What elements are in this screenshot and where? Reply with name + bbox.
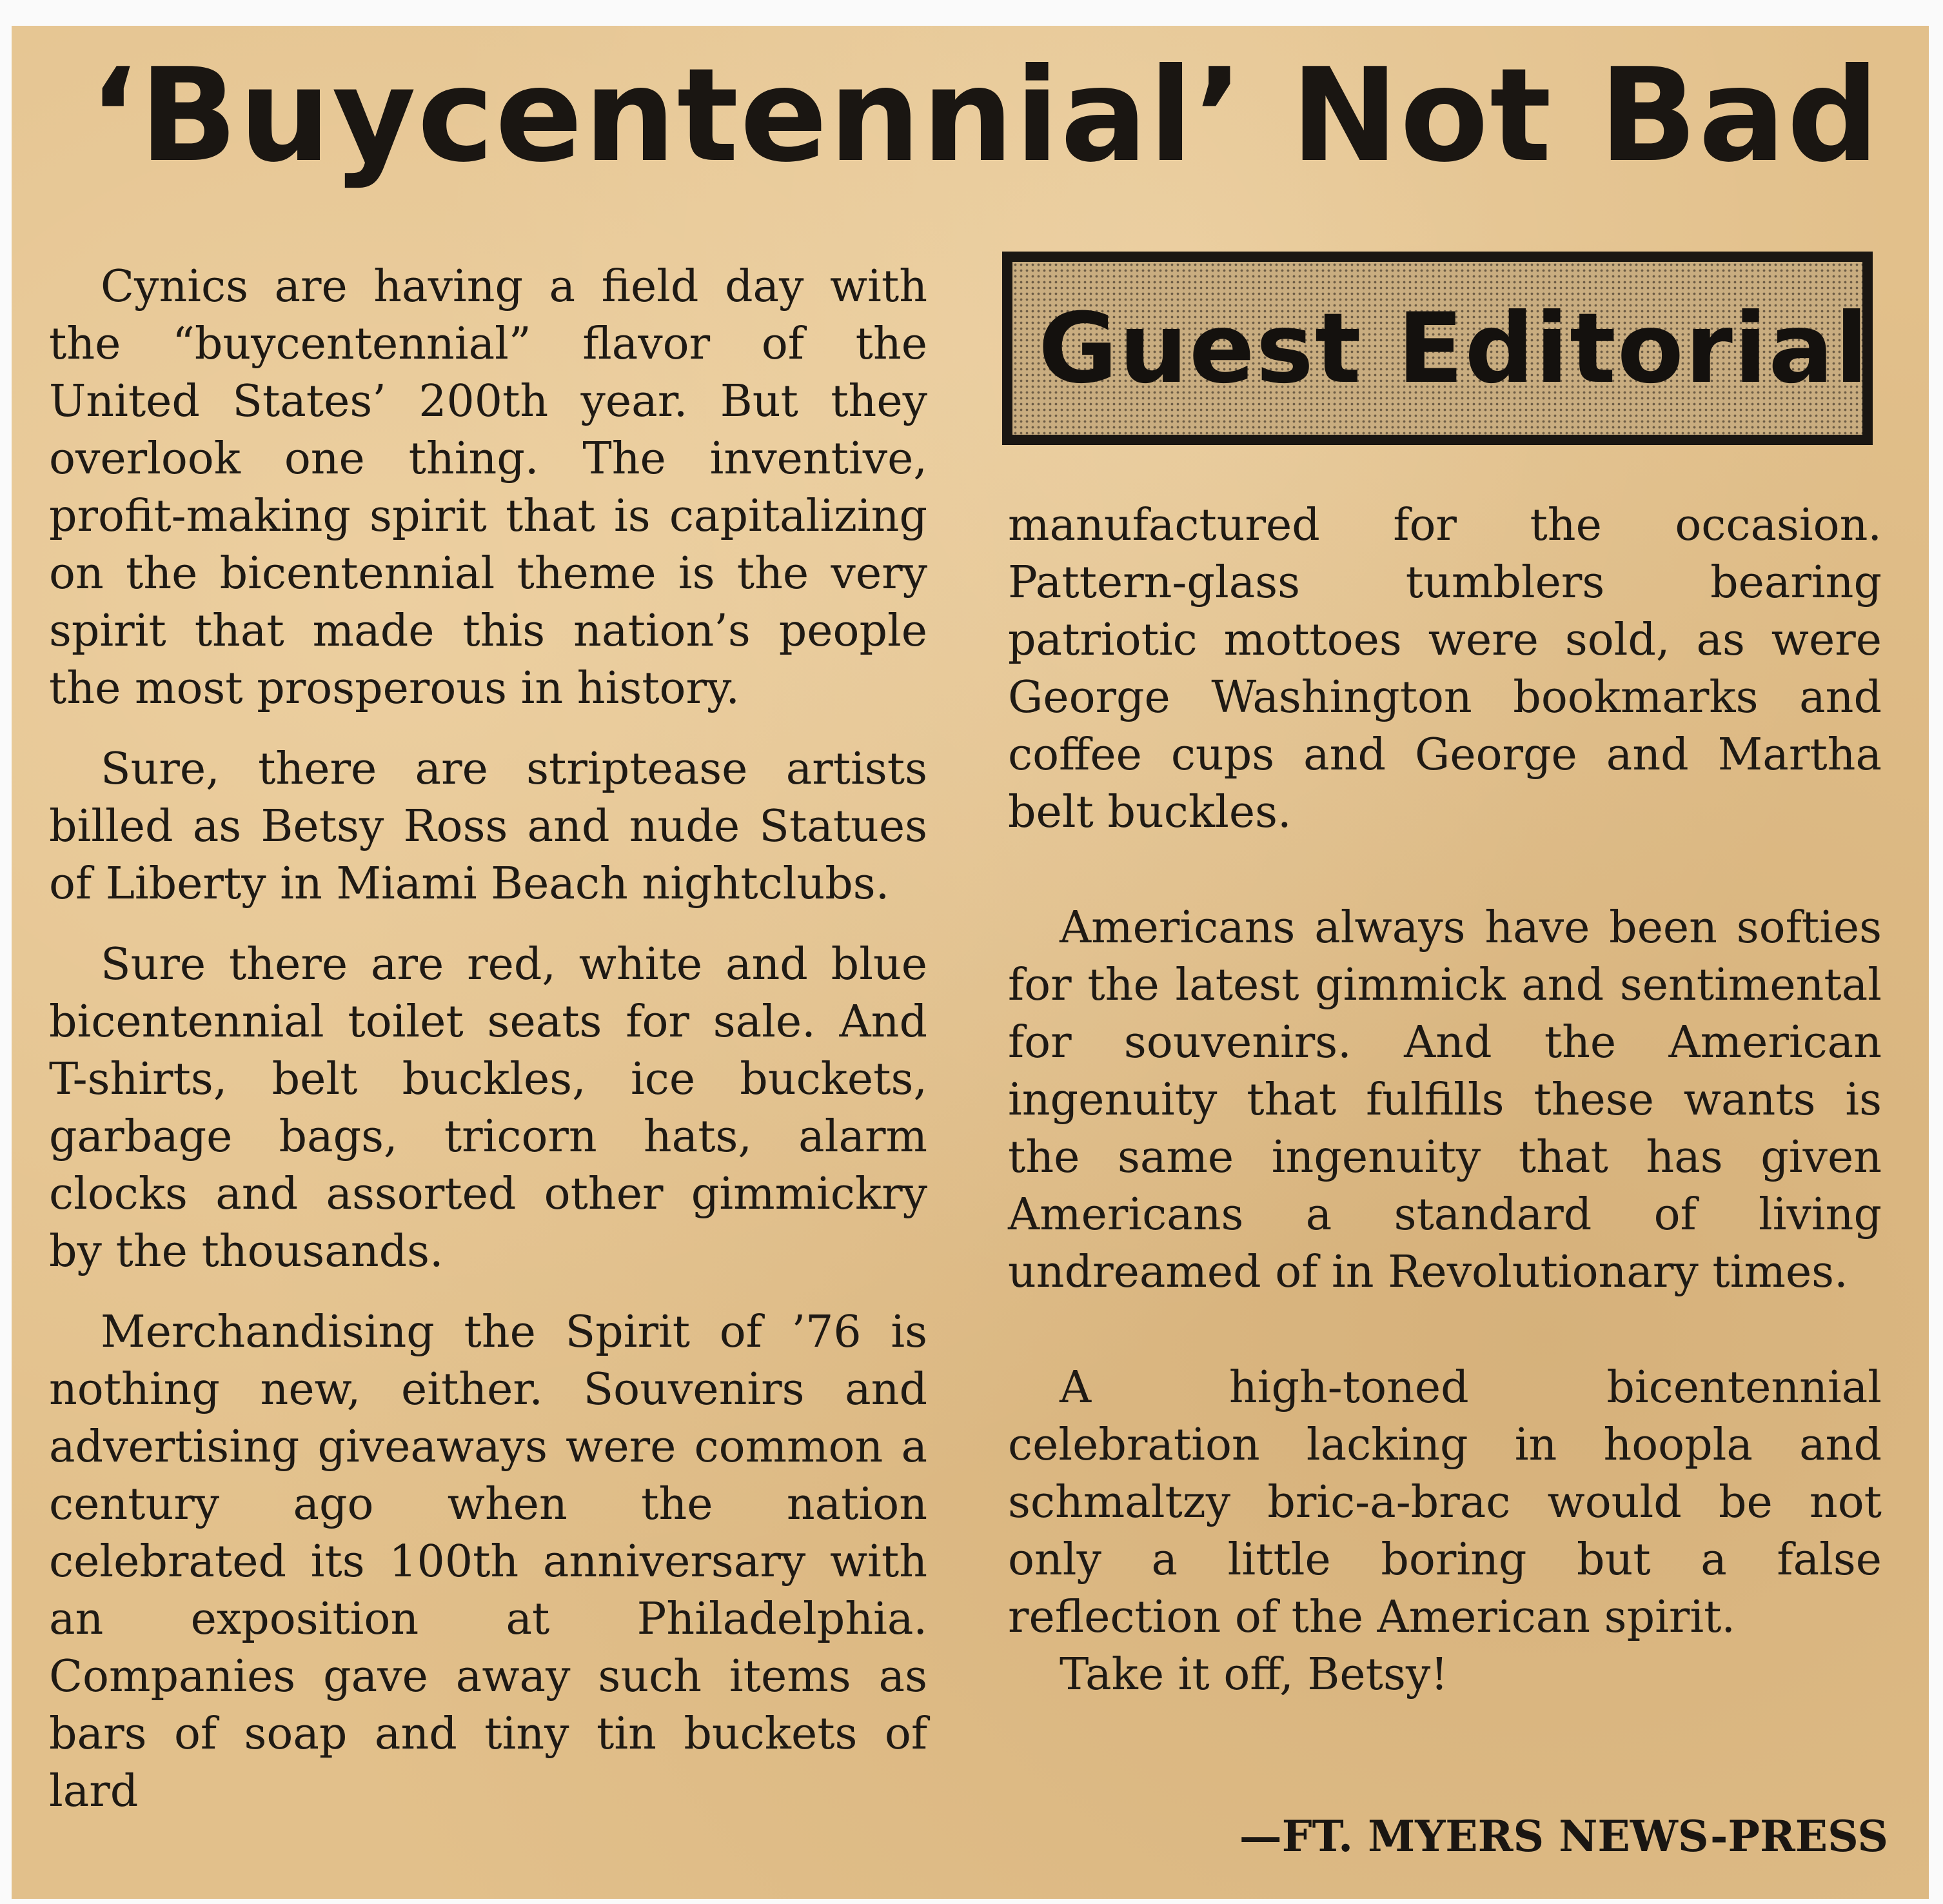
paragraph: Sure, there are striptease artists billed as Betsy Ross and nude Statues of Liberty in Miami Beach nightclubs.: [49, 744, 927, 909]
source-credit: —FT. MYERS NEWS-PRESS: [1239, 1811, 1888, 1861]
paragraph: Americans always have been softies for the latest gimmick and sentimental for souvenirs. And the American ingenuity that fulfills these wants is the same ingenuity that has given Americans a standard of living undreamed of in Revolutionary times.: [1008, 902, 1882, 1298]
paragraph: Take it off, Betsy!: [1060, 1649, 1448, 1700]
paragraph: Cynics are having a field day with the “buycentennial” flavor of the United States’ 200th year. But they overlook one thing. The inventive, profit-making spirit that is capitalizing on the bicentennial theme is the very spirit that made this nation’s people the most prosperous in history.: [49, 261, 927, 714]
paragraph: manufactured for the occasion. Pattern-glass tumblers bearing patriotic mottoes were sold, as were George Washington bookmarks and coffee cups and George and Martha belt buckles.: [1008, 500, 1882, 838]
right-column: [1008, 497, 1882, 1703]
paragraph: A high-toned bicentennial celebration lacking in hoopla and schmaltzy bric-a-brac would be not only a little boring but a false reflection of the American spirit.: [1008, 1362, 1882, 1643]
paragraph: Merchandising the Spirit of ’76 is nothing new, either. Souvenirs and advertising giveaways were common a century ago when the nation celebrated its 100th anniversary with an exposition at Philadelphia. Companies gave away such items as bars of soap and tiny tin buckets of lard: [49, 1307, 927, 1817]
left-column: [49, 258, 927, 1820]
headline: ‘Buycentennial’ Not Bad: [89, 41, 1881, 191]
section-label: Guest Editorial: [1038, 293, 1869, 405]
guest-editorial-banner: [1002, 252, 1873, 445]
paragraph: Sure there are red, white and blue bicentennial toilet seats for sale. And T-shirts, belt buckles, ice buckets, garbage bags, tricorn hats, alarm clocks and assorted other gimmickry by the thousands.: [49, 939, 927, 1277]
